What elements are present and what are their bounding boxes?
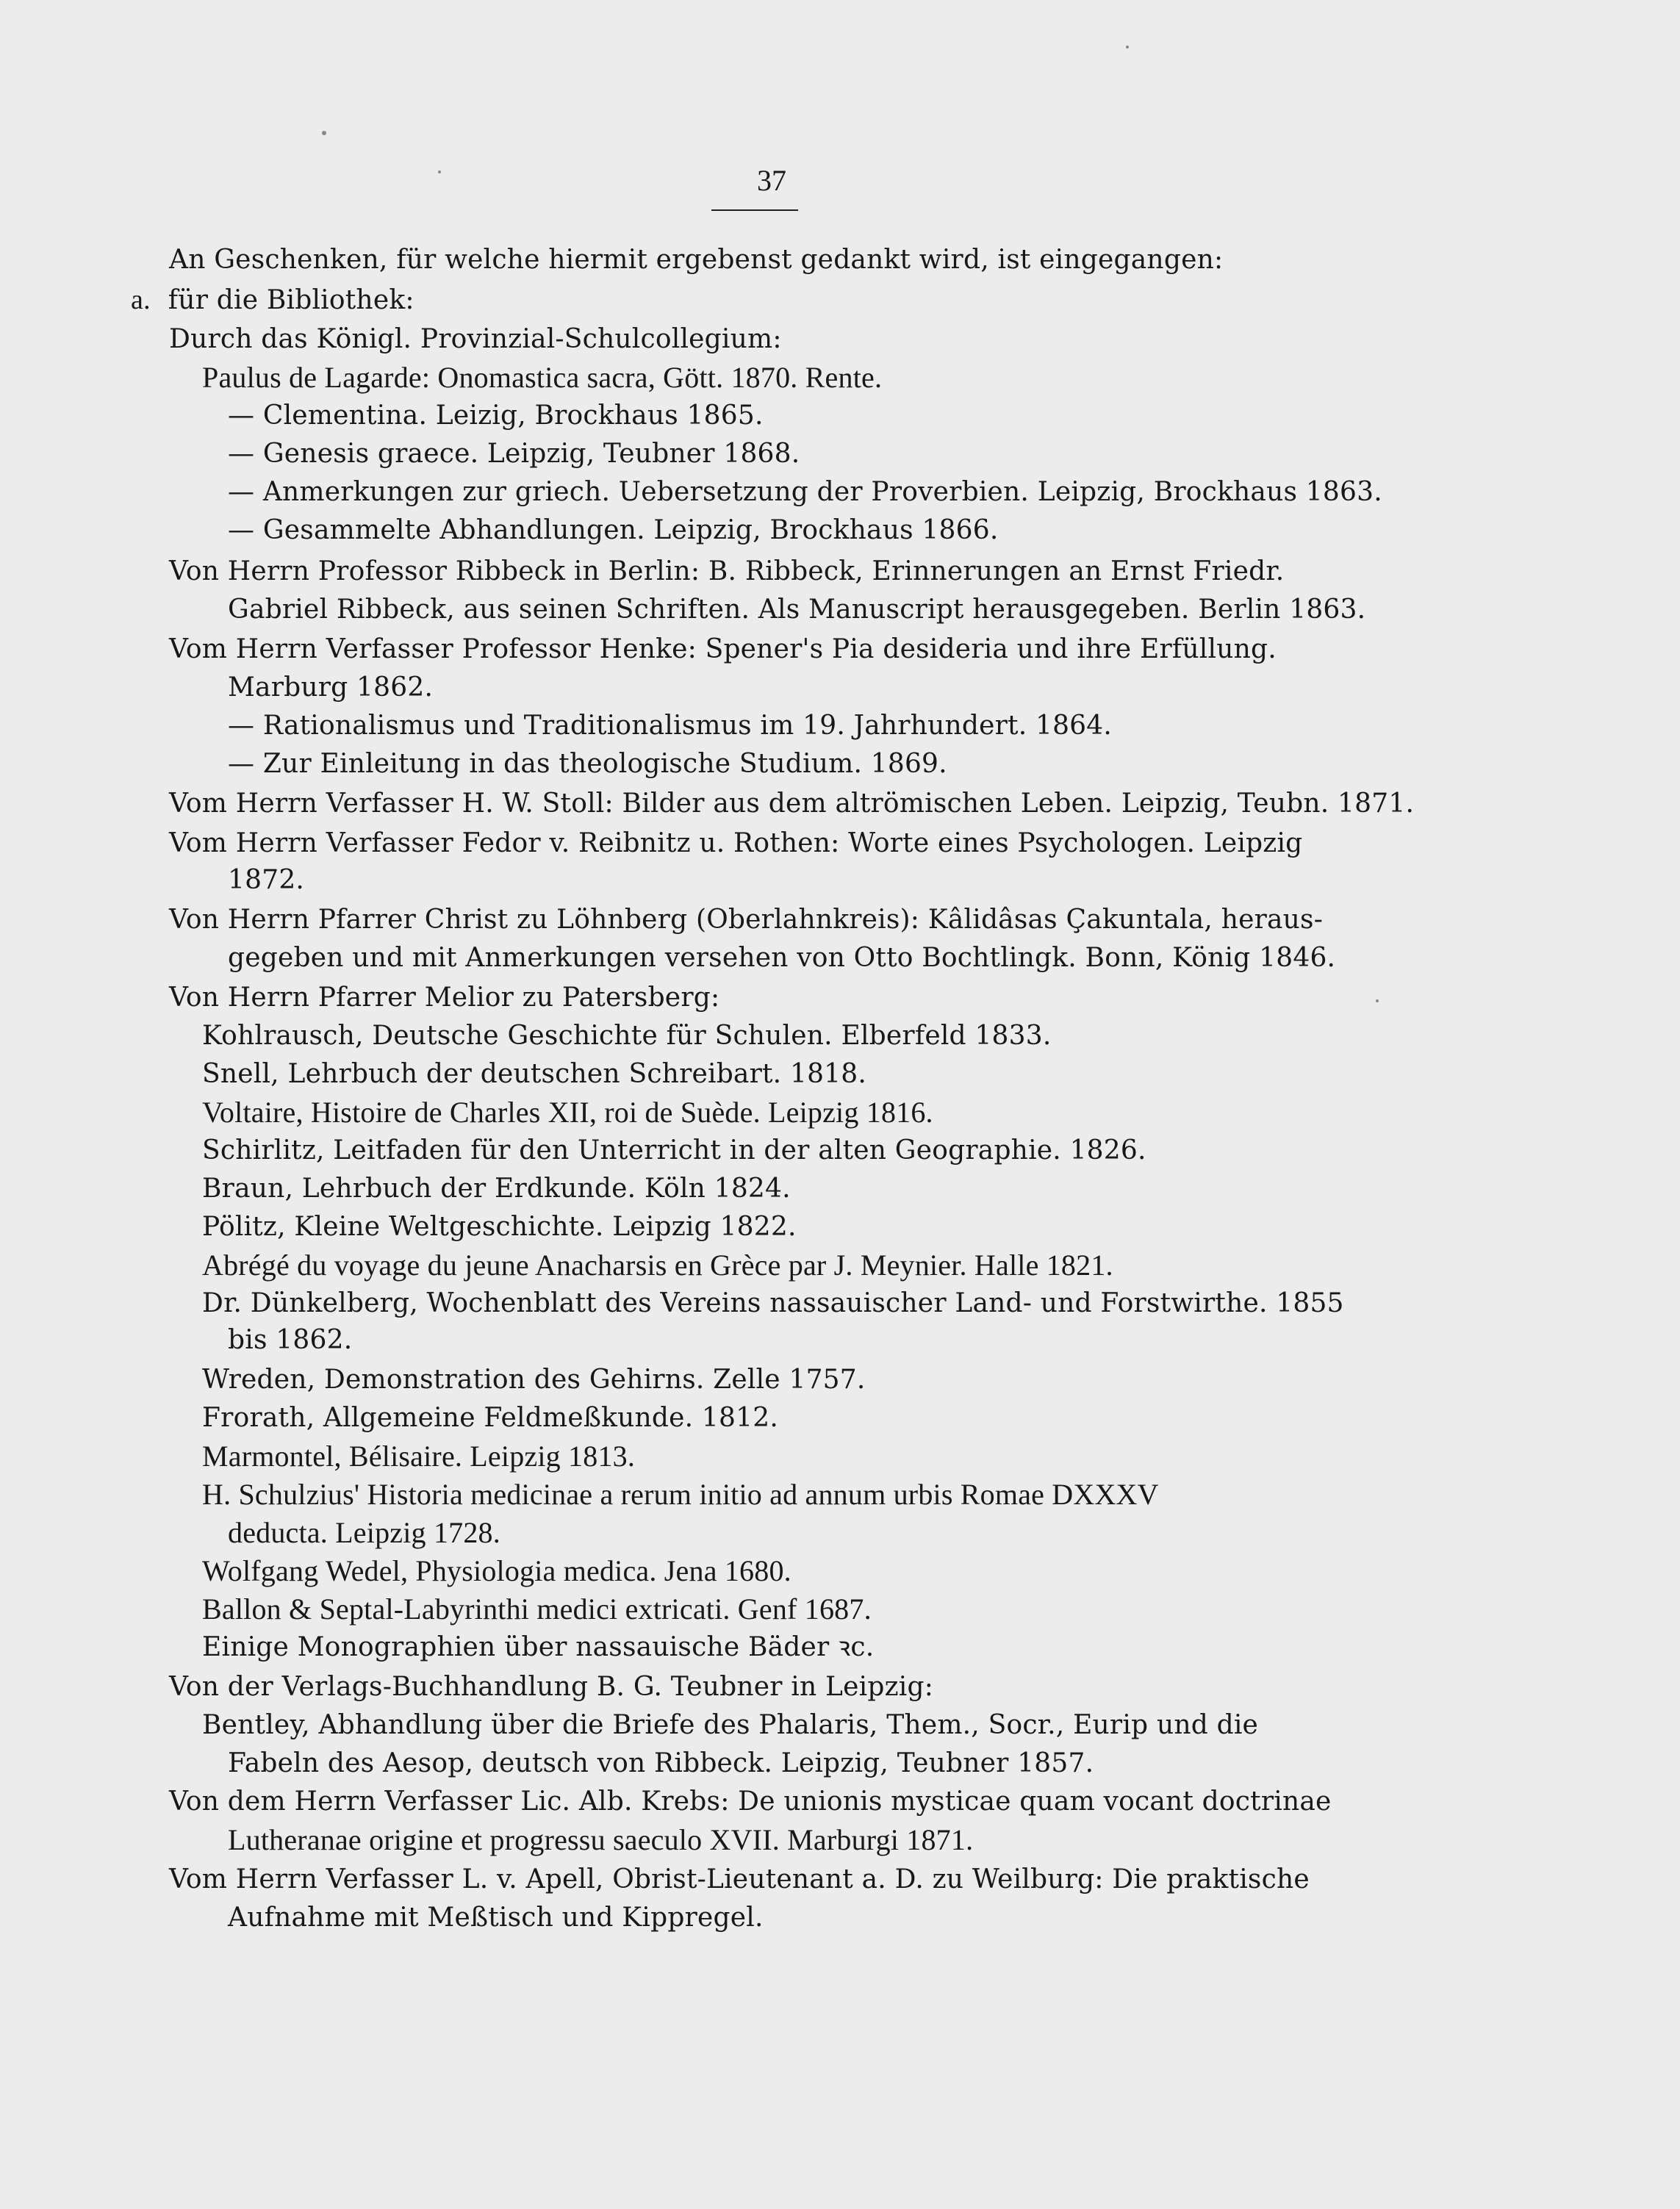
text-line: Marburg 1862. [228, 672, 434, 703]
dust-speck [1376, 999, 1379, 1002]
intro-line: An Geschenken, für welche hiermit ergebenst gedankt wird, ist eingegangen: [169, 245, 1224, 275]
text-line: Von Herrn Pfarrer Melior zu Patersberg: [169, 983, 720, 1013]
text-line: bis 1862. [228, 1325, 353, 1355]
text-line: — Genesis graece. Leipzig, Teubner 1868. [228, 439, 800, 469]
text-line: Gabriel Ribbeck, aus seinen Schriften. Als Manuscript herausgegeben. Berlin 1863. [228, 595, 1366, 625]
text-line: H. Schulzius' Historia medicinae a rerum initio ad annum urbis Romae DXXXV [202, 1478, 1159, 1511]
text-line: Paulus de Lagarde: Onomastica sacra, Gött. 1870. Rente. [202, 361, 883, 394]
text-line: Vom Herrn Verfasser Fedor v. Reibnitz u. Rothen: Worte eines Psychologen. Leipzig [169, 828, 1303, 858]
section-label: a. [131, 284, 151, 315]
text-line: Einige Monographien über nassauische Bäder ꝛc. [202, 1632, 875, 1662]
text-line: 1872. [228, 865, 305, 895]
text-line: Voltaire, Histoire de Charles XII, roi de Suède. Leipzig 1816. [202, 1096, 933, 1129]
text-line: gegeben und mit Anmerkungen versehen von Otto Bochtlingk. Bonn, König 1846. [228, 943, 1336, 973]
dust-speck [438, 170, 441, 173]
text-line: Bentley, Abhandlung über die Briefe des Phalaris, Them., Socr., Eurip und die [202, 1710, 1259, 1740]
text-line: Von der Verlags-Buchhandlung B. G. Teubner in Leipzig: [169, 1672, 934, 1702]
text-line: Frorath, Allgemeine Feldmeßkunde. 1812. [202, 1403, 778, 1433]
text-line: Vom Herrn Verfasser L. v. Apell, Obrist-Lieutenant a. D. zu Weilburg: Die praktische [169, 1864, 1310, 1894]
text-line: Vom Herrn Verfasser Professor Henke: Spener's Pia desideria und ihre Erfüllung. [169, 634, 1277, 664]
text-line: Snell, Lehrbuch der deutschen Schreibart. 1818. [202, 1059, 867, 1089]
text-line: Lutheranae origine et progressu saeculo XVII. Marburgi 1871. [228, 1823, 974, 1856]
text-line: Wolfgang Wedel, Physiologia medica. Jena 1680. [202, 1554, 791, 1587]
text-line: — Zur Einleitung in das theologische Studium. 1869. [228, 749, 947, 779]
text-line: — Rationalismus und Traditionalismus im 19. Jahrhundert. 1864. [228, 711, 1113, 741]
text-line: Kohlrausch, Deutsche Geschichte für Schulen. Elberfeld 1833. [202, 1021, 1052, 1051]
text-line: — Anmerkungen zur griech. Uebersetzung der Proverbien. Leipzig, Brockhaus 1863. [228, 477, 1382, 507]
text-line: Aufnahme mit Meßtisch und Kippregel. [228, 1903, 764, 1933]
dust-speck [1126, 46, 1129, 49]
text-line: Ballon & Septal-Labyrinthi medici extricati. Genf 1687. [202, 1592, 872, 1626]
text-line: Von Herrn Professor Ribbeck in Berlin: B. Ribbeck, Erinnerungen an Ernst Friedr. [169, 556, 1285, 586]
text-line: Vom Herrn Verfasser H. W. Stoll: Bilder aus dem altrömischen Leben. Leipzig, Teubn. 1871. [169, 789, 1415, 819]
text-line: — Clementina. Leizig, Brockhaus 1865. [228, 401, 764, 431]
text-line: Pölitz, Kleine Weltgeschichte. Leipzig 1822. [202, 1212, 797, 1242]
text-line: Von Herrn Pfarrer Christ zu Löhnberg (Oberlahnkreis): Kâlidâsas Çakuntala, heraus- [169, 905, 1324, 935]
page-number-rule [711, 209, 798, 211]
dust-speck [322, 131, 326, 135]
page-number: 37 [757, 164, 786, 197]
text-line: Marmontel, Bélisaire. Leipzig 1813. [202, 1440, 636, 1473]
section-heading [131, 284, 414, 317]
text-line: Dr. Dünkelberg, Wochenblatt des Vereins nassauischer Land- und Forstwirthe. 1855 [202, 1288, 1344, 1318]
text-line: Abrégé du voyage du jeune Anacharsis en Grèce par J. Meynier. Halle 1821. [202, 1249, 1113, 1282]
text-line: — Gesammelte Abhandlungen. Leipzig, Brockhaus 1866. [228, 515, 999, 545]
text-line: Wreden, Demonstration des Gehirns. Zelle 1757. [202, 1365, 866, 1395]
text-line: Braun, Lehrbuch der Erdkunde. Köln 1824. [202, 1174, 791, 1204]
text-line: Fabeln des Aesop, deutsch von Ribbeck. Leipzig, Teubner 1857. [228, 1748, 1094, 1778]
text-line: deducta. Leipzig 1728. [228, 1516, 500, 1549]
section-title: für die Bibliothek: [168, 285, 414, 315]
text-line: Schirlitz, Leitfaden für den Unterricht in der alten Geographie. 1826. [202, 1135, 1146, 1165]
text-line: Durch das Königl. Provinzial-Schulcollegium: [169, 324, 782, 354]
text-line: Von dem Herrn Verfasser Lic. Alb. Krebs: De unionis mysticae quam vocant doctrinae [169, 1786, 1332, 1817]
